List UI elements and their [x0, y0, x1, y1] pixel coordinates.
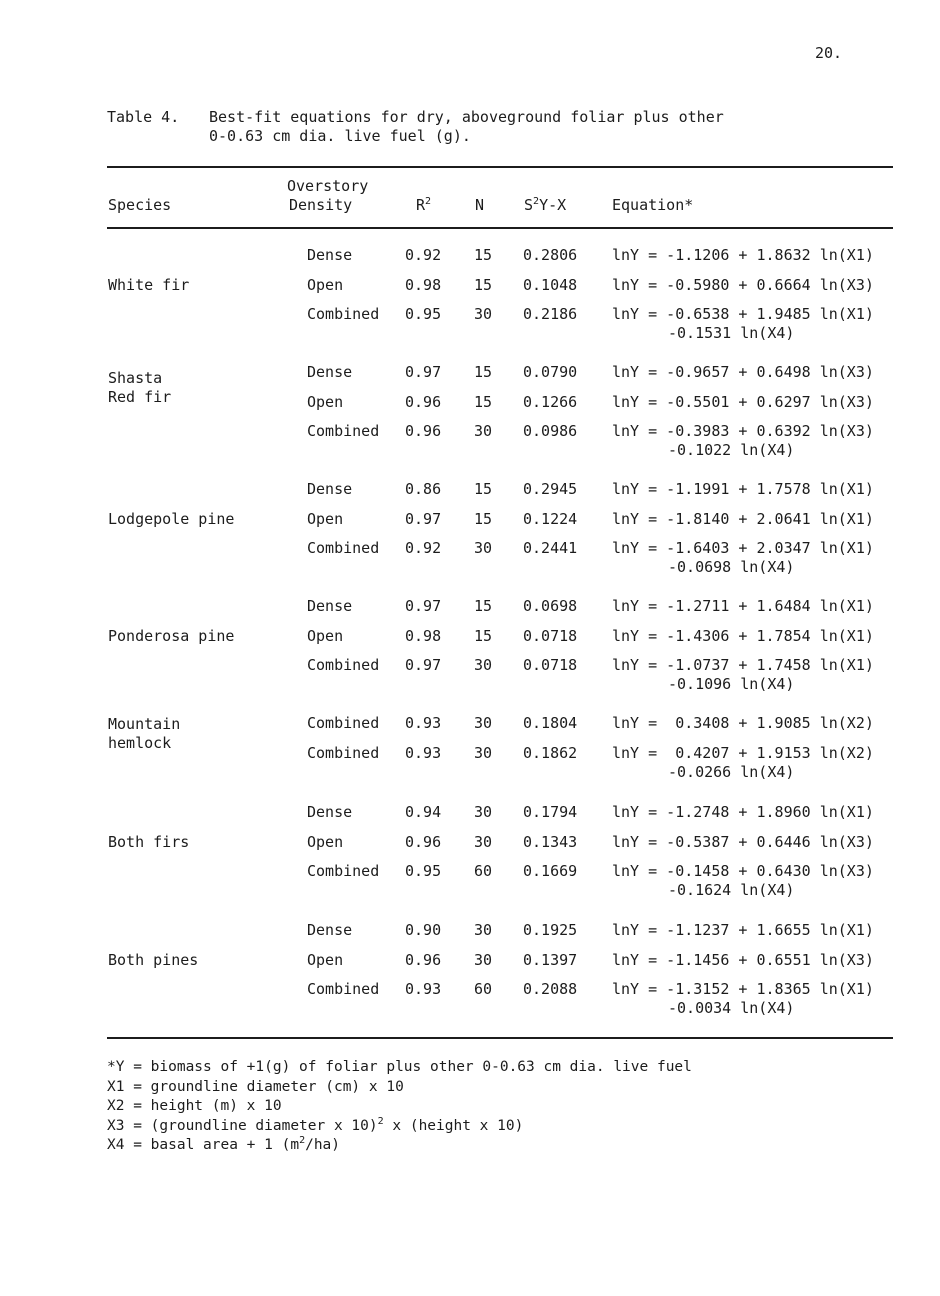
r2-cell: 0.97	[405, 656, 442, 674]
caption-line-2: 0-0.63 cm dia. live fuel (g).	[209, 127, 471, 145]
n-cell: 15	[474, 480, 493, 498]
equation-continuation: -0.0266 ln(X4)	[668, 762, 795, 781]
density-cell: Dense	[307, 480, 353, 498]
table-row	[0, 712, 940, 734]
species-name-line-1: Both pines	[108, 950, 199, 969]
table-row	[0, 537, 940, 559]
density-cell: Combined	[307, 862, 380, 880]
n-cell: 30	[474, 422, 493, 440]
n-cell: 30	[474, 305, 493, 323]
equation-cell: lnY = -1.3152 + 1.8365 ln(X1)	[612, 980, 874, 998]
equation-cell: lnY = 0.4207 + 1.9153 ln(X2)	[612, 743, 874, 762]
density-cell: Combined	[307, 422, 380, 440]
r2-cell: 0.97	[405, 363, 442, 381]
page-number: 20.	[815, 44, 843, 62]
footnote-x4-a: X4 = basal area + 1 (m	[107, 1137, 300, 1153]
header-equation: Equation*	[612, 196, 694, 214]
species-name-line-1: Mountain	[108, 715, 181, 733]
r2-cell: 0.95	[405, 305, 442, 323]
s2yx-cell: 0.1804	[523, 714, 578, 732]
r2-cell: 0.97	[405, 597, 442, 615]
n-cell: 15	[474, 246, 493, 264]
r2-cell: 0.93	[405, 714, 442, 732]
table-row	[0, 742, 940, 764]
s2yx-cell: 0.1266	[523, 392, 578, 411]
bottom-rule	[107, 1037, 893, 1039]
footnote-x3-a: X3 = (groundline diameter x 10)	[107, 1117, 378, 1134]
equation-cell: lnY = -0.5980 + 0.6664 ln(X3)	[612, 275, 874, 294]
n-cell: 30	[474, 832, 493, 851]
equation-cell: lnY = -1.2711 + 1.6484 ln(X1)	[612, 597, 874, 615]
equation-continuation: -0.1096 ln(X4)	[668, 675, 795, 693]
footnote-x4-sup: 2	[299, 1135, 306, 1146]
equation-cell: lnY = -0.5387 + 0.6446 ln(X3)	[612, 832, 874, 851]
r2-cell: 0.97	[405, 509, 442, 528]
equation-cell: lnY = -0.6538 + 1.9485 ln(X1)	[612, 305, 874, 323]
n-cell: 30	[474, 803, 493, 821]
density-cell: Open	[307, 509, 344, 528]
n-cell: 30	[474, 950, 493, 969]
density-cell: Dense	[307, 363, 353, 381]
density-cell: Open	[307, 626, 344, 645]
equation-continuation: -0.1531 ln(X4)	[668, 324, 795, 342]
species-name-line-1: Ponderosa pine	[108, 626, 235, 645]
header-species: Species	[108, 196, 172, 214]
r2-cell: 0.96	[405, 422, 442, 440]
footnote-x4-b: /ha)	[305, 1137, 341, 1153]
equation-cell: lnY = -1.1456 + 0.6551 ln(X3)	[612, 950, 874, 969]
n-cell: 15	[474, 392, 493, 411]
header-s2-rest: Y-X	[539, 196, 567, 214]
equation-continuation: -0.1624 ln(X4)	[668, 881, 795, 899]
n-cell: 30	[474, 539, 493, 557]
header-rule	[107, 227, 893, 229]
r2-cell: 0.96	[405, 950, 442, 969]
s2yx-cell: 0.0698	[523, 597, 578, 615]
table-row	[0, 654, 940, 676]
table-caption	[107, 108, 724, 146]
n-cell: 15	[474, 597, 493, 615]
density-cell: Combined	[307, 539, 380, 557]
density-cell: Open	[307, 275, 344, 294]
equation-continuation: -0.0034 ln(X4)	[668, 999, 795, 1017]
table-row	[0, 361, 940, 383]
table-row	[0, 274, 940, 296]
n-cell: 30	[474, 656, 493, 674]
s2yx-cell: 0.1224	[523, 509, 578, 528]
s2yx-cell: 0.1343	[523, 832, 578, 851]
s2yx-cell: 0.2806	[523, 246, 578, 264]
r2-cell: 0.98	[405, 626, 442, 645]
header-r2-base: R	[416, 196, 426, 214]
equation-cell: lnY = -0.5501 + 0.6297 ln(X3)	[612, 392, 874, 411]
density-cell: Combined	[307, 743, 380, 762]
s2yx-cell: 0.2945	[523, 480, 578, 498]
s2yx-cell: 0.1048	[523, 275, 578, 294]
footnote-x3-sup: 2	[377, 1115, 384, 1127]
header-n: N	[475, 196, 485, 214]
n-cell: 30	[474, 714, 493, 732]
r2-cell: 0.92	[405, 539, 442, 557]
table-row	[0, 595, 940, 617]
r2-cell: 0.94	[405, 803, 442, 821]
table-row	[0, 625, 940, 647]
footnote-x3	[107, 1117, 692, 1137]
table-row	[0, 391, 940, 413]
footnote-x1: X1 = groundline diameter (cm) x 10	[107, 1078, 404, 1095]
s2yx-cell: 0.2441	[523, 539, 578, 557]
s2yx-cell: 0.1862	[523, 743, 578, 762]
r2-cell: 0.92	[405, 246, 442, 264]
equation-cell: lnY = -1.4306 + 1.7854 ln(X1)	[612, 626, 874, 645]
species-name-line-1: White fir	[108, 275, 190, 294]
r2-cell: 0.93	[405, 980, 442, 998]
header-density-line-2: Density	[289, 196, 353, 214]
n-cell: 30	[474, 743, 493, 762]
caption-line-1: Best-fit equations for dry, aboveground foliar plus other	[209, 108, 724, 126]
header-s2-sup: 2	[533, 196, 540, 207]
density-cell: Open	[307, 950, 344, 969]
table-row	[0, 420, 940, 442]
r2-cell: 0.86	[405, 480, 442, 498]
equation-cell: lnY = 0.3408 + 1.9085 ln(X2)	[612, 714, 874, 732]
footnotes	[107, 1058, 692, 1156]
s2yx-cell: 0.1794	[523, 803, 578, 821]
table-row	[0, 860, 940, 882]
top-rule	[107, 166, 893, 168]
table-row	[0, 244, 940, 266]
s2yx-cell: 0.2088	[523, 980, 578, 998]
table-row	[0, 831, 940, 853]
table-row	[0, 478, 940, 500]
density-cell: Dense	[307, 597, 353, 615]
s2yx-cell: 0.0790	[523, 363, 578, 381]
equation-continuation: -0.0698 ln(X4)	[668, 558, 795, 576]
n-cell: 30	[474, 921, 493, 939]
footnote-x2: X2 = height (m) x 10	[107, 1098, 282, 1114]
r2-cell: 0.96	[405, 392, 442, 411]
species-name-line-1: Lodgepole pine	[108, 509, 235, 528]
header-r2	[416, 196, 431, 215]
header-s2-base: S	[524, 196, 534, 214]
n-cell: 15	[474, 626, 493, 645]
table-row	[0, 303, 940, 325]
equation-cell: lnY = -0.3983 + 0.6392 ln(X3)	[612, 422, 874, 440]
density-cell: Combined	[307, 305, 380, 323]
n-cell: 60	[474, 980, 493, 998]
density-cell: Dense	[307, 921, 353, 939]
table-row	[0, 978, 940, 1000]
n-cell: 15	[474, 363, 493, 381]
header-r2-sup: 2	[425, 196, 432, 207]
s2yx-cell: 0.0718	[523, 656, 578, 674]
density-cell: Open	[307, 832, 344, 851]
s2yx-cell: 0.0986	[523, 422, 578, 440]
footnote-x3-b: x (height x 10)	[383, 1117, 524, 1134]
header-density	[287, 177, 368, 215]
density-cell: Dense	[307, 246, 353, 264]
n-cell: 15	[474, 509, 493, 528]
r2-cell: 0.93	[405, 743, 442, 762]
equation-cell: lnY = -1.2748 + 1.8960 ln(X1)	[612, 803, 874, 821]
header-density-line-1: Overstory	[287, 177, 369, 195]
r2-cell: 0.90	[405, 921, 442, 939]
table-row	[0, 508, 940, 530]
species-name-line-2: hemlock	[108, 734, 172, 752]
s2yx-cell: 0.1397	[523, 950, 578, 969]
r2-cell: 0.98	[405, 275, 442, 294]
density-cell: Combined	[307, 714, 380, 732]
density-cell: Combined	[307, 980, 380, 998]
footnote-x4	[107, 1136, 692, 1156]
r2-cell: 0.95	[405, 862, 442, 880]
equation-cell: lnY = -1.1206 + 1.8632 ln(X1)	[612, 246, 874, 264]
s2yx-cell: 0.1669	[523, 862, 578, 880]
header-s2	[524, 196, 566, 215]
equation-continuation: -0.1022 ln(X4)	[668, 441, 795, 459]
equation-cell: lnY = -0.9657 + 0.6498 ln(X3)	[612, 363, 874, 381]
equation-cell: lnY = -0.1458 + 0.6430 ln(X3)	[612, 862, 874, 880]
species-name-line-2: Red fir	[108, 388, 172, 406]
equation-cell: lnY = -1.8140 + 2.0641 ln(X1)	[612, 509, 874, 528]
equation-cell: lnY = -1.6403 + 2.0347 ln(X1)	[612, 539, 874, 557]
table-row	[0, 949, 940, 971]
r2-cell: 0.96	[405, 832, 442, 851]
equation-cell: lnY = -1.0737 + 1.7458 ln(X1)	[612, 656, 874, 674]
s2yx-cell: 0.2186	[523, 305, 578, 323]
table-row	[0, 919, 940, 941]
density-cell: Open	[307, 392, 344, 411]
n-cell: 15	[474, 275, 493, 294]
footnote-y: *Y = biomass of +1(g) of foliar plus other 0-0.63 cm dia. live fuel	[107, 1059, 692, 1075]
species-name-line-1: Both firs	[108, 832, 190, 851]
caption-label: Table 4.	[107, 108, 180, 126]
equation-cell: lnY = -1.1991 + 1.7578 ln(X1)	[612, 480, 874, 498]
s2yx-cell: 0.0718	[523, 626, 578, 645]
equation-cell: lnY = -1.1237 + 1.6655 ln(X1)	[612, 921, 874, 939]
density-cell: Combined	[307, 656, 380, 674]
n-cell: 60	[474, 862, 493, 880]
species-name-line-1: Shasta	[108, 369, 163, 387]
s2yx-cell: 0.1925	[523, 921, 578, 939]
density-cell: Dense	[307, 803, 353, 821]
table-row	[0, 801, 940, 823]
